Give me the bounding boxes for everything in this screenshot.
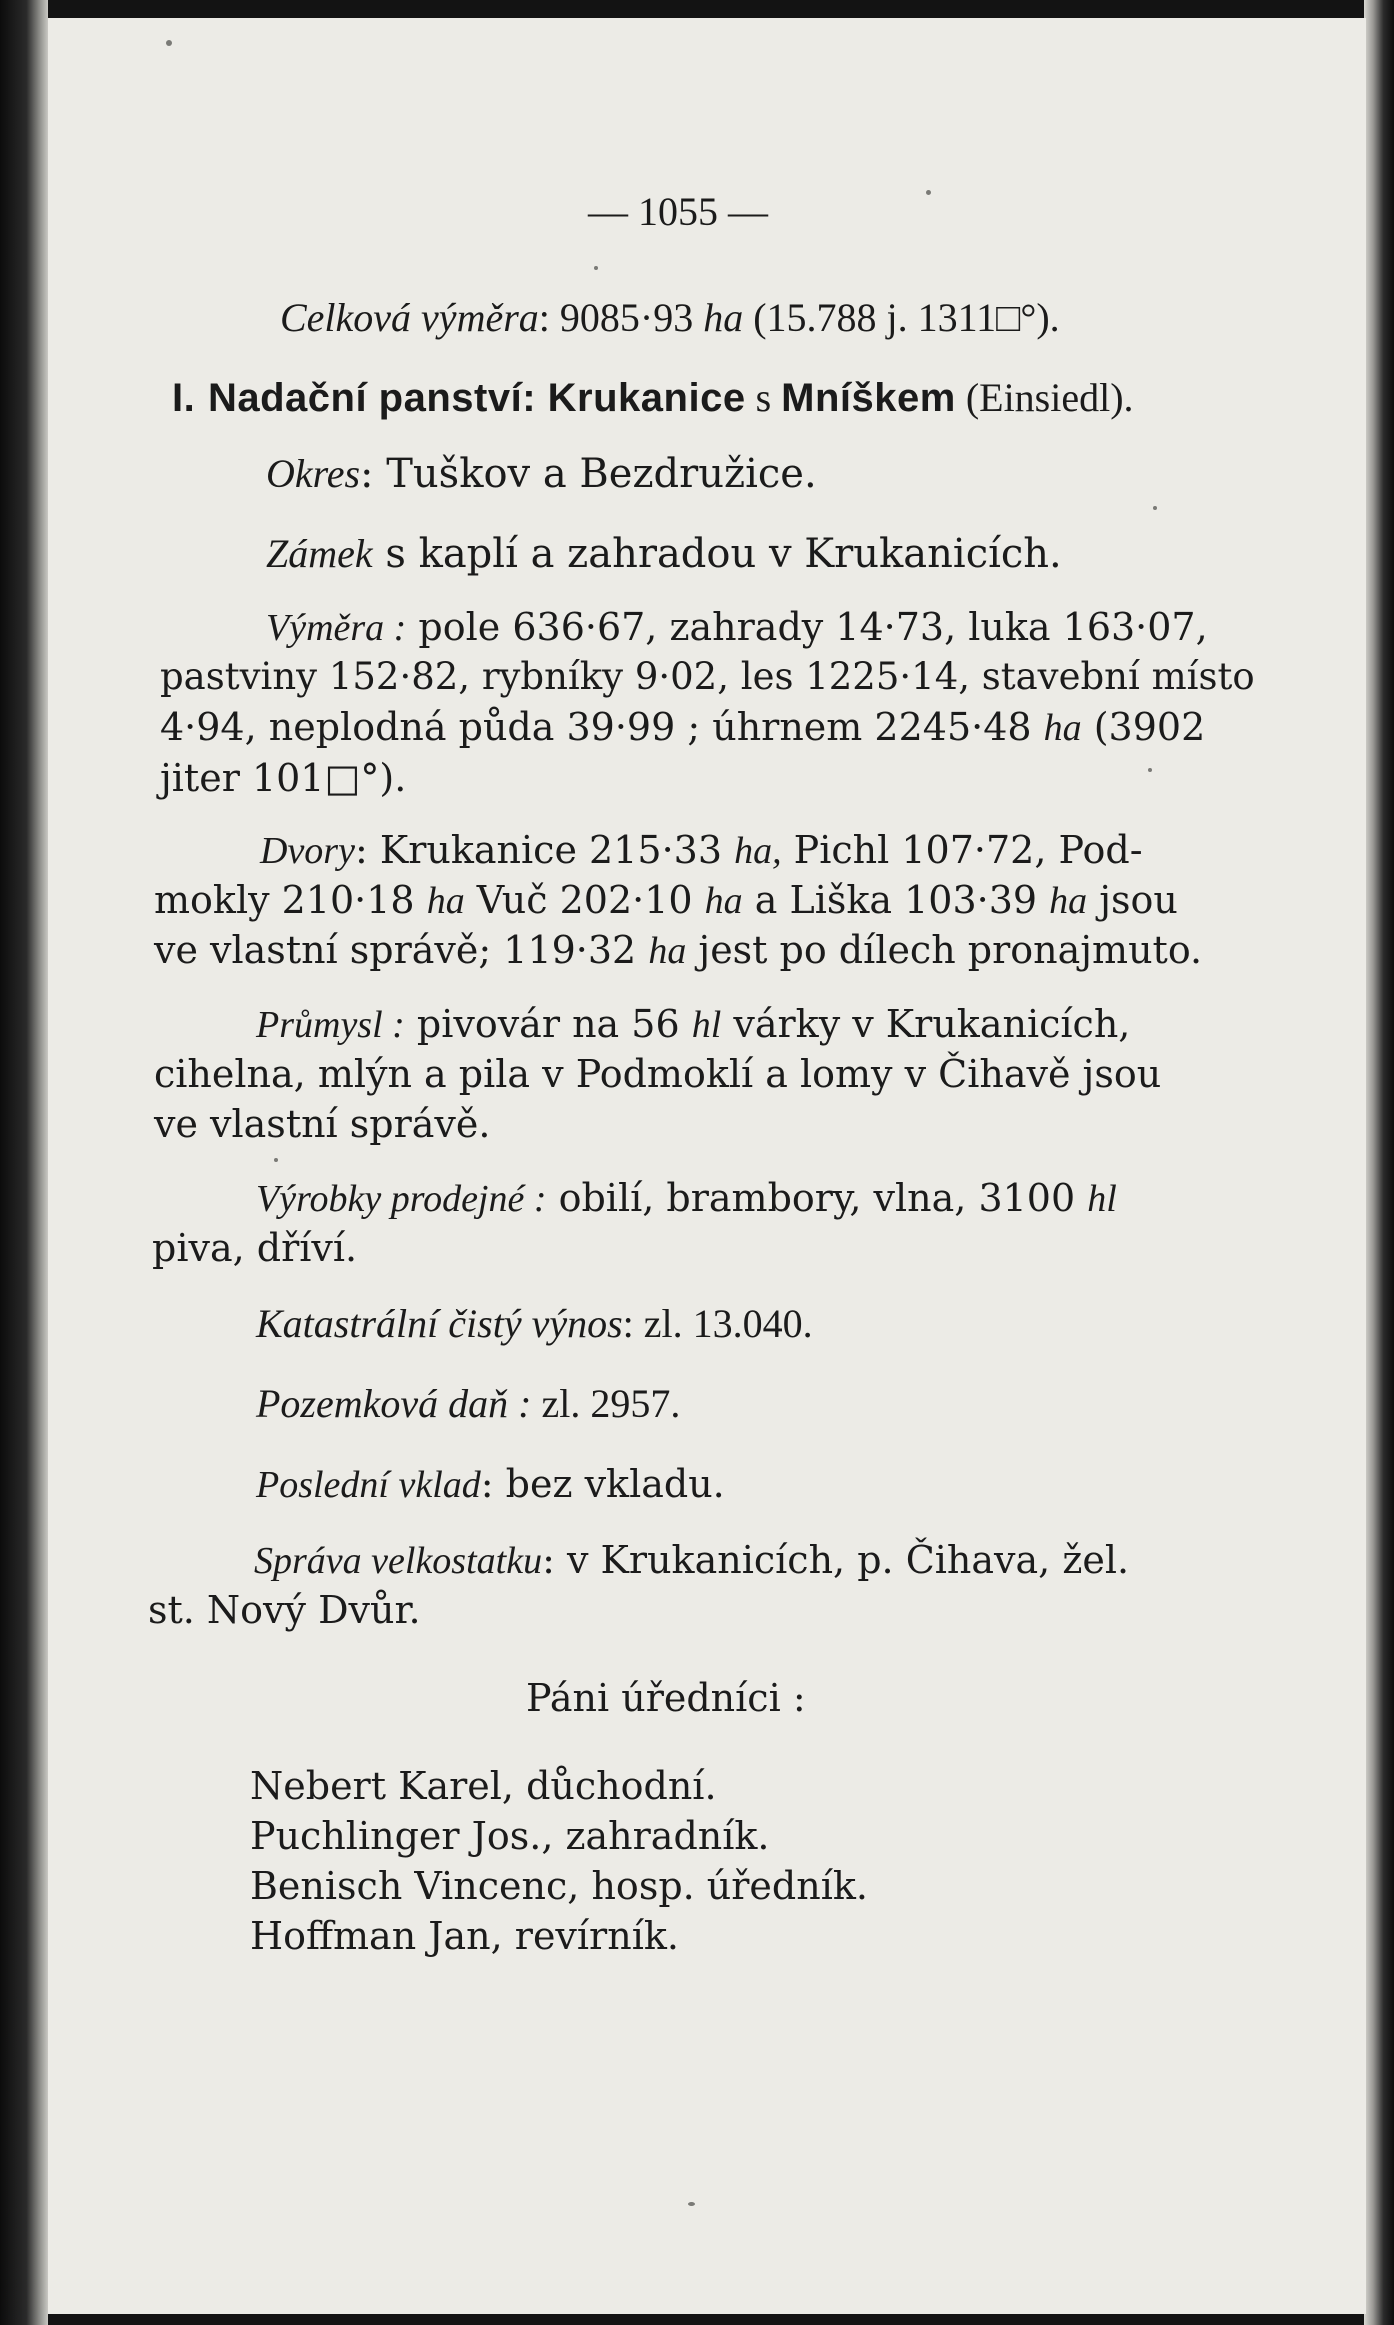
last-deposit-line — [256, 1458, 725, 1511]
dust-speck — [688, 2202, 695, 2206]
area-line-1-text: pole 636·67, zahrady 14·73, luka 163·07, — [406, 605, 1208, 649]
farms-line-1-a: : Krukanice 215·33 — [354, 828, 735, 872]
farms-line-2-c: a Liška 103·39 — [742, 878, 1050, 922]
total-area-rest: (15.788 j. 1311□°). — [743, 295, 1060, 340]
farms-line-2-a: mokly 210·18 — [154, 878, 427, 922]
total-area-unit: ha — [703, 295, 744, 340]
industry-line-1-a: pivovár na 56 — [404, 1002, 692, 1046]
last-deposit-label: Poslední vklad — [256, 1464, 481, 1506]
administration-line-2-text: st. Nový Dvůr. — [148, 1588, 421, 1632]
heading-number: I. — [172, 376, 196, 420]
land-tax-line — [256, 1378, 680, 1430]
heading-mid: s — [745, 375, 782, 420]
total-area-line — [280, 292, 1060, 344]
products-line-2 — [152, 1222, 357, 1274]
cadastral-line — [256, 1298, 813, 1350]
cadastral-value: : zl. 13.040. — [622, 1301, 813, 1346]
area-line-4-text: jiter 101□°). — [160, 756, 407, 800]
dust-speck — [1153, 506, 1157, 510]
dust-speck — [274, 1158, 278, 1162]
farms-line-3-unit: ha — [648, 930, 687, 972]
farms-line-1 — [260, 824, 1143, 877]
area-label: Výměra : — [266, 607, 407, 649]
administration-line-2 — [148, 1584, 421, 1636]
farms-line-2-unit-3: ha — [1049, 880, 1088, 922]
area-line-3-unit: ha — [1043, 707, 1082, 749]
scan-right-edge — [1364, 0, 1394, 2325]
official-entry: Benisch Vincenc, hosp. úředník. — [250, 1864, 868, 1908]
farms-line-2-d: jsou — [1087, 878, 1178, 922]
land-tax-value: zl. 2957. — [531, 1381, 681, 1426]
farms-line-3-a: ve vlastní správě; 119·32 — [154, 928, 649, 972]
heading-title: Nadační panství: Krukanice — [207, 376, 746, 420]
official-entry: Nebert Karel, důchodní. — [250, 1764, 717, 1808]
industry-line-2-text: cihelna, mlýn a pila v Podmoklí a lomy v Čihavě jsou — [154, 1052, 1162, 1096]
castle-value: s kaplí a zahradou v Krukanicích. — [372, 531, 1062, 577]
farms-label: Dvory — [260, 830, 355, 872]
estate-heading — [172, 372, 1134, 424]
industry-line-3 — [154, 1098, 490, 1150]
heading-title-2: Mníškem — [781, 376, 956, 420]
farms-line-3 — [154, 924, 1202, 977]
area-line-1 — [266, 602, 1284, 653]
administration-line-1-text: : v Krukanicích, p. Čihava, žel. — [542, 1538, 1130, 1582]
products-line-1-a: obilí, brambory, vlna, 3100 — [546, 1176, 1088, 1220]
area-line-3-text: 4·94, neplodná půda 39·99 ; úhrnem 2245·48 — [160, 705, 1044, 749]
products-line-1-unit: hl — [1087, 1178, 1117, 1220]
district-line — [266, 448, 817, 500]
heading-rest: (Einsiedl). — [955, 375, 1134, 420]
area-line-4 — [160, 752, 406, 804]
district-value: : Tuškov a Bezdružice. — [360, 451, 817, 497]
official-entry: Hoffman Jan, revírník. — [250, 1914, 679, 1958]
industry-label: Průmysl : — [256, 1004, 405, 1046]
dust-speck — [1148, 768, 1152, 772]
last-deposit-value: : bez vkladu. — [480, 1462, 725, 1506]
industry-line-3-text: ve vlastní správě. — [154, 1102, 491, 1146]
paper-sheet — [48, 18, 1366, 2314]
farms-line-1-unit: ha, — [734, 830, 782, 872]
industry-line-2 — [154, 1048, 1161, 1100]
farms-line-3-b: jest po dílech pronajmuto. — [686, 928, 1203, 972]
district-label: Okres — [266, 451, 361, 496]
total-area-label: Celková výměra — [280, 295, 539, 340]
page-number: — 1055 — — [588, 189, 768, 234]
total-area-value: : 9085·93 — [538, 295, 704, 340]
farms-line-2-unit-2: ha — [704, 880, 743, 922]
dust-speck — [926, 190, 931, 195]
administration-line-1 — [254, 1534, 1129, 1587]
products-line-1 — [256, 1172, 1117, 1225]
area-line-3 — [160, 702, 1284, 753]
farms-line-2-unit-1: ha — [426, 880, 465, 922]
products-line-2-text: piva, dříví. — [152, 1226, 358, 1270]
castle-label: Zámek — [266, 531, 373, 576]
farms-line-2-b: Vuč 202·10 — [464, 878, 705, 922]
officials-heading: Páni úředníci : — [526, 1676, 806, 1720]
industry-line-1 — [256, 998, 1130, 1051]
industry-line-1-unit: hl — [691, 1004, 722, 1046]
area-line-2-text: pastviny 152·82, rybníky 9·02, les 1225·14, stavební místo — [160, 655, 1255, 698]
castle-line — [266, 528, 1062, 580]
scan-left-edge — [0, 0, 48, 2325]
administration-label: Správa velkostatku — [254, 1540, 543, 1582]
land-tax-label: Pozemková daň : — [256, 1381, 532, 1426]
dust-speck — [166, 40, 172, 46]
industry-line-1-b: várky v Krukanicích, — [721, 1002, 1131, 1046]
farms-line-1-b: Pichl 107·72, Pod- — [781, 828, 1143, 872]
cadastral-label: Katastrální čistý výnos — [256, 1301, 623, 1346]
farms-line-2 — [154, 874, 1178, 927]
dust-speck — [594, 266, 598, 270]
official-entry: Puchlinger Jos., zahradník. — [250, 1814, 770, 1858]
area-line-2 — [160, 652, 1284, 702]
products-label: Výrobky prodejné : — [256, 1178, 547, 1220]
area-line-3-end: (3902 — [1081, 705, 1206, 749]
